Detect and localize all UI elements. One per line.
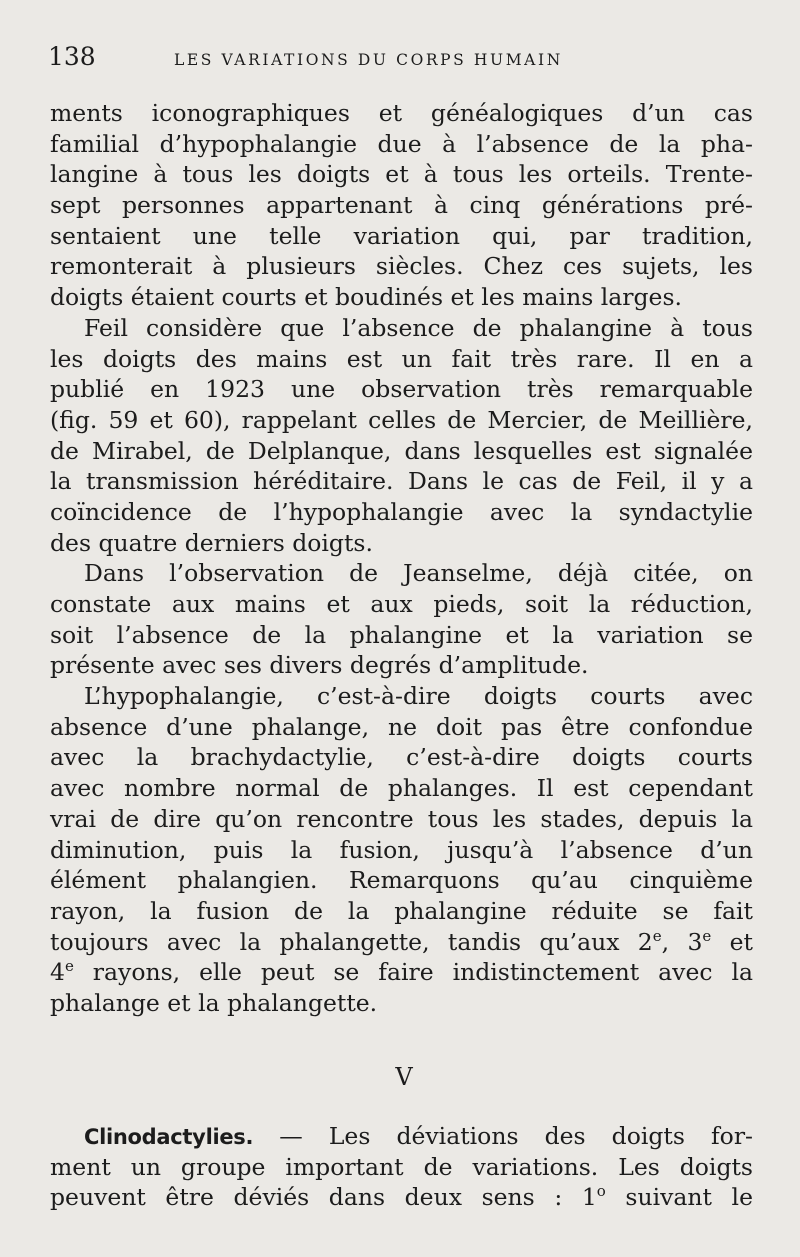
text-line: langine à tous les doigts et à tous les orteils. Trente- <box>50 160 753 189</box>
section-text <box>50 1121 753 1213</box>
text-line-heading <box>50 1121 753 1152</box>
text-fragment: 4 <box>50 958 65 987</box>
text-line: Dans l’observation de Jeanselme, déjà citée, on <box>84 559 753 588</box>
text-line: remonterait à plusieurs siècles. Chez ces sujets, les <box>50 252 753 281</box>
ordinal-suffix: o <box>596 1182 606 1201</box>
text-line: sept personnes appartenant à cinq générations pré- <box>50 191 753 220</box>
text-line: L’hypophalangie, c’est-à-dire doigts courts avec <box>84 682 753 711</box>
text-line: présente avec ses divers degrés d’amplitude. <box>50 651 589 680</box>
text-line: familial d’hypophalangie due à l’absence de la pha- <box>50 129 753 158</box>
text-fragment: , 3 <box>661 927 703 956</box>
text-line: ment un groupe important de variations. Les doigts <box>50 1152 753 1181</box>
ordinal-suffix: e <box>64 957 74 976</box>
main-text <box>50 98 753 1019</box>
text-fragment: et <box>711 927 753 956</box>
text-line: élément phalangien. Remarquons qu’au cinquième <box>50 866 753 895</box>
text-line: avec la brachydactylie, c’est-à-dire doigts courts <box>50 743 753 772</box>
text-line: rayon, la fusion de la phalangine réduite se fait <box>50 896 753 925</box>
section-term: Clinodactylies. <box>84 1125 254 1149</box>
text-line: absence d’une phalange, ne doit pas être confondue <box>50 712 753 741</box>
text-fragment: rayons, elle peut se faire indistinctement avec la <box>73 958 753 987</box>
text-line: (fig. 59 et 60), rappelant celles de Mercier, de Meillière, <box>50 405 753 434</box>
page-header <box>48 42 758 76</box>
ordinal-suffix: e <box>652 926 662 945</box>
text-line: constate aux mains et aux pieds, soit la réduction, <box>50 590 753 618</box>
running-head: LES VARIATIONS DU CORPS HUMAIN <box>174 51 563 69</box>
text-fragment: toujours avec la phalangette, tandis qu’aux 2 <box>50 927 653 956</box>
text-line: coïncidence de l’hypophalangie avec la syndactylie <box>50 497 753 526</box>
ordinal-suffix: e <box>702 926 712 945</box>
text-fragment: — Les déviations des doigts for- <box>253 1122 753 1150</box>
text-fragment: suivant le <box>605 1183 753 1212</box>
text-line: publié en 1923 une observation très remarquable <box>50 375 753 404</box>
text-fragment: peuvent être déviés dans deux sens : 1 <box>50 1183 597 1212</box>
text-line: des quatre derniers doigts. <box>50 528 373 557</box>
text-line: soit l’absence de la phalangine et la variation se <box>50 620 753 649</box>
text-line: sentaient une telle variation qui, par tradition, <box>50 221 753 250</box>
text-line: la transmission héréditaire. Dans le cas de Feil, il y a <box>50 467 753 496</box>
text-line: phalange et la phalangette. <box>50 988 378 1017</box>
text-line: diminution, puis la fusion, jusqu’à l’absence d’un <box>50 835 753 864</box>
text-line-ordinals <box>50 1182 753 1213</box>
text-line: doigts étaient courts et boudinés et les mains larges. <box>50 283 682 312</box>
text-line: de Mirabel, de Delplanque, dans lesquelles est signalée <box>50 436 753 465</box>
text-line: vrai de dire qu’on rencontre tous les stades, depuis la <box>50 804 753 833</box>
page-number: 138 <box>48 42 96 71</box>
text-line: Feil considère que l’absence de phalangine à tous <box>84 313 753 342</box>
text-line: les doigts des mains est un fait très rare. Il en a <box>50 344 753 373</box>
text-line-ordinals <box>50 927 753 958</box>
section-numeral: V <box>395 1063 413 1091</box>
text-line: avec nombre normal de phalanges. Il est cependant <box>50 774 753 803</box>
text-line-ordinals <box>50 957 753 988</box>
text-line: ments iconographiques et généalogiques d’un cas <box>50 99 753 127</box>
